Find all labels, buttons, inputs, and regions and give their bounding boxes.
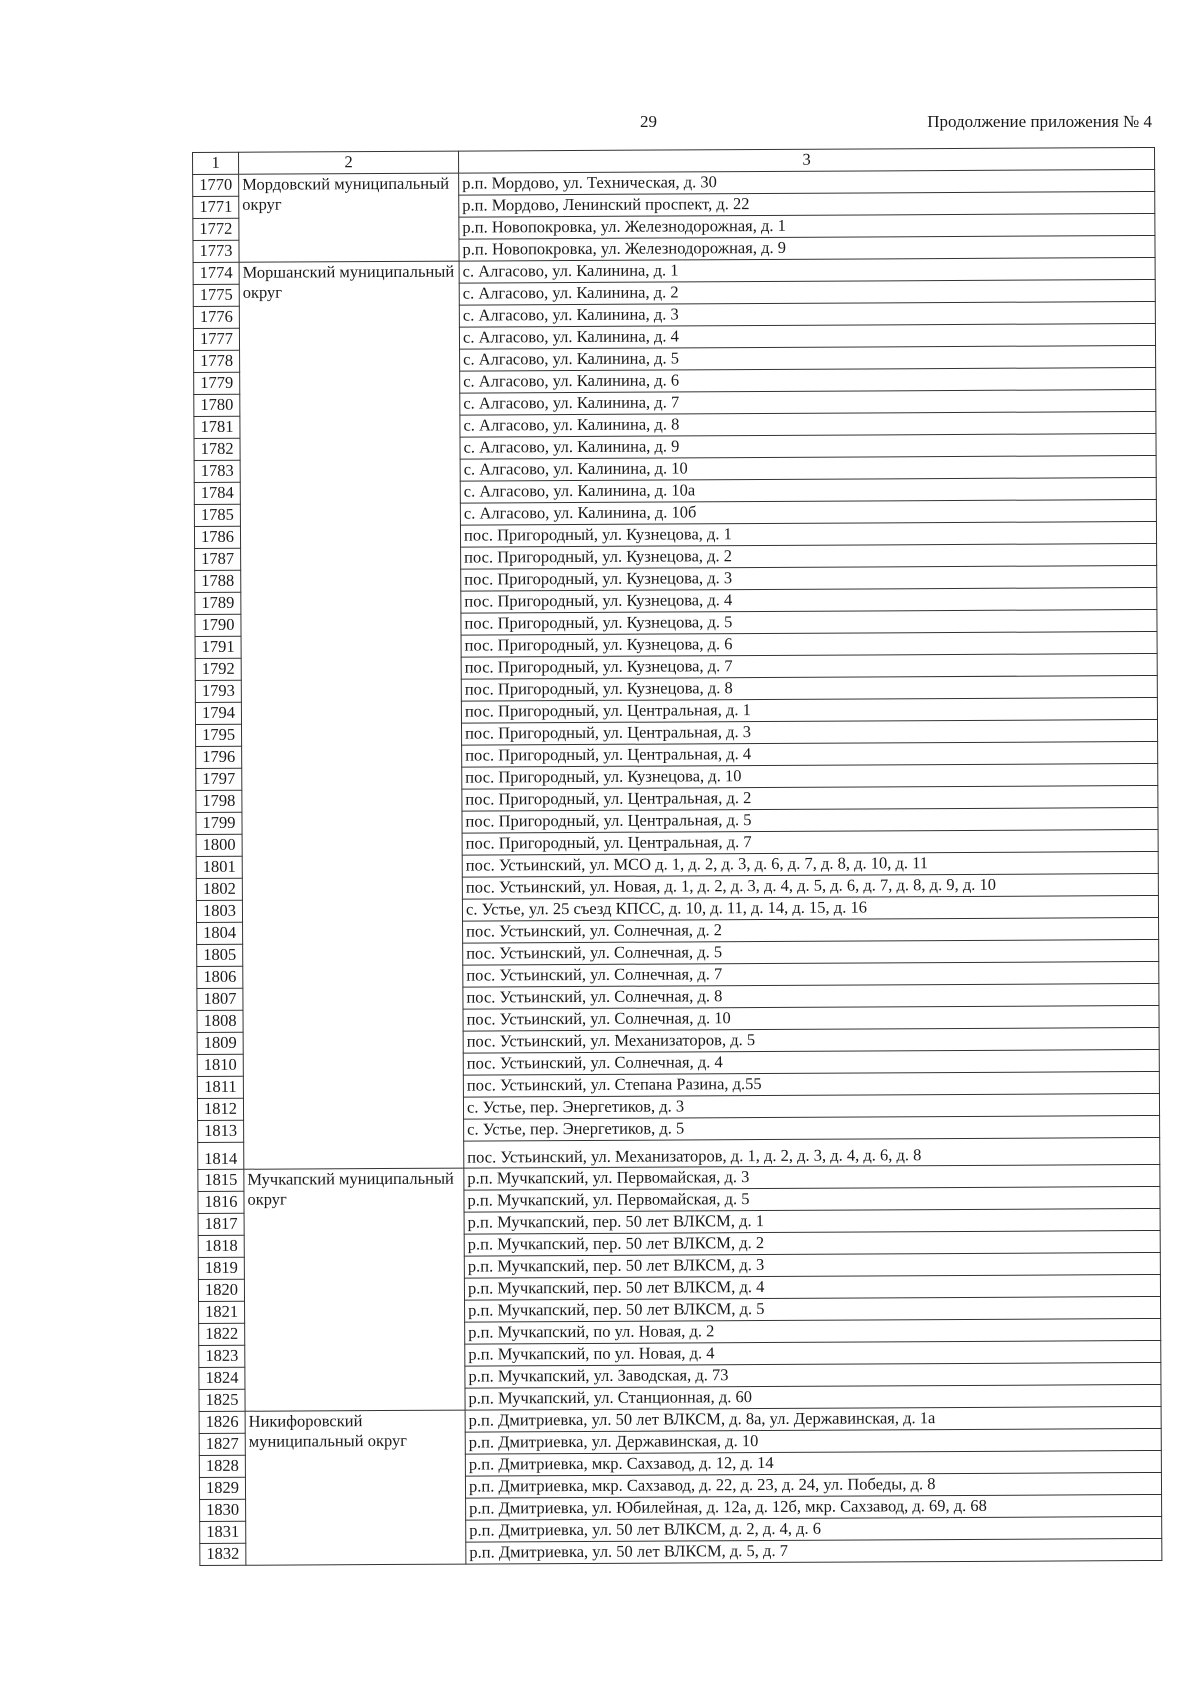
row-number: 1821 — [199, 1301, 245, 1323]
address-cell: пос. Устьинский, ул. Механизаторов, д. 1, д. 2, д. 3, д. 4, д. 6, д. 8 — [464, 1137, 1160, 1168]
row-number: 1800 — [196, 834, 242, 856]
row-number: 1818 — [198, 1235, 244, 1257]
address-cell: пос. Пригородный, ул. Центральная, д. 3 — [461, 719, 1157, 745]
address-cell: пос. Устьинский, ул. Солнечная, д. 5 — [463, 939, 1159, 965]
row-number: 1799 — [196, 812, 242, 834]
address-cell: р.п. Дмитриевка, ул. 50 лет ВЛКСМ, д. 8а, ул. Державинская, д. 1а — [465, 1406, 1161, 1432]
address-cell: пос. Устьинский, ул. МСО д. 1, д. 2, д. 3, д. 6, д. 7, д. 8, д. 10, д. 11 — [462, 851, 1158, 877]
address-cell: пос. Пригородный, ул. Кузнецова, д. 8 — [461, 675, 1157, 701]
row-number: 1808 — [197, 1010, 243, 1032]
address-cell: с. Алгасово, ул. Калинина, д. 3 — [459, 301, 1155, 327]
address-cell: пос. Устьинский, ул. Солнечная, д. 2 — [463, 917, 1159, 943]
row-number: 1827 — [199, 1433, 245, 1455]
address-cell: с. Устье, ул. 25 съезд КПСС, д. 10, д. 11, д. 14, д. 15, д. 16 — [462, 895, 1158, 921]
address-cell: р.п. Дмитриевка, ул. Юбилейная, д. 12а, д. 12б, мкр. Сахзавод, д. 69, д. 68 — [466, 1494, 1162, 1520]
district-cell: Мордовский муниципальный округ — [239, 173, 459, 262]
address-cell: с. Алгасово, ул. Калинина, д. 6 — [460, 367, 1156, 393]
row-number: 1825 — [199, 1389, 245, 1411]
row-number: 1784 — [194, 482, 240, 504]
row-number: 1794 — [195, 702, 241, 724]
address-cell: с. Устье, пер. Энергетиков, д. 5 — [464, 1115, 1160, 1141]
address-cell: р.п. Дмитриевка, ул. 50 лет ВЛКСМ, д. 2, д. 4, д. 6 — [466, 1516, 1162, 1542]
address-cell: р.п. Мучкапский, пер. 50 лет ВЛКСМ, д. 1 — [464, 1208, 1160, 1234]
address-cell: р.п. Дмитриевка, мкр. Сахзавод, д. 22, д. 23, д. 24, ул. Победы, д. 8 — [465, 1472, 1161, 1498]
address-cell: с. Алгасово, ул. Калинина, д. 4 — [459, 323, 1155, 349]
address-cell: р.п. Новопокровка, ул. Железнодорожная, д. 9 — [459, 235, 1155, 261]
column-header-number: 1 — [193, 152, 239, 174]
row-number: 1822 — [199, 1323, 245, 1345]
address-cell: р.п. Мучкапский, ул. Первомайская, д. 3 — [464, 1164, 1160, 1190]
row-number: 1773 — [193, 240, 239, 262]
row-number: 1776 — [193, 306, 239, 328]
row-number: 1771 — [193, 196, 239, 218]
address-cell: р.п. Мучкапский, по ул. Новая, д. 4 — [465, 1340, 1161, 1366]
address-cell: пос. Пригородный, ул. Кузнецова, д. 2 — [461, 543, 1157, 569]
row-number: 1824 — [199, 1367, 245, 1389]
address-cell: с. Устье, пер. Энергетиков, д. 3 — [463, 1093, 1159, 1119]
row-number: 1792 — [195, 658, 241, 680]
address-cell: р.п. Мучкапский, пер. 50 лет ВЛКСМ, д. 5 — [465, 1296, 1161, 1322]
row-number: 1793 — [195, 680, 241, 702]
address-cell: пос. Устьинский, ул. Степана Разина, д.55 — [463, 1071, 1159, 1097]
address-cell: пос. Пригородный, ул. Кузнецова, д. 7 — [461, 653, 1157, 679]
address-cell: пос. Пригородный, ул. Центральная, д. 5 — [462, 807, 1158, 833]
row-number: 1813 — [198, 1120, 244, 1142]
address-cell: пос. Пригородный, ул. Центральная, д. 1 — [461, 697, 1157, 723]
row-number: 1829 — [199, 1477, 245, 1499]
row-number: 1830 — [200, 1499, 246, 1521]
address-cell: пос. Устьинский, ул. Механизаторов, д. 5 — [463, 1027, 1159, 1053]
row-number: 1775 — [193, 284, 239, 306]
row-number: 1780 — [194, 394, 240, 416]
row-number: 1795 — [195, 724, 241, 746]
row-number: 1787 — [195, 548, 241, 570]
row-number: 1803 — [196, 900, 242, 922]
address-cell: р.п. Мучкапский, ул. Заводская, д. 73 — [465, 1362, 1161, 1388]
address-cell: р.п. Мучкапский, пер. 50 лет ВЛКСМ, д. 2 — [464, 1230, 1160, 1256]
address-cell: пос. Пригородный, ул. Кузнецова, д. 1 — [460, 521, 1156, 547]
row-number: 1798 — [196, 790, 242, 812]
address-cell: с. Алгасово, ул. Калинина, д. 10 — [460, 455, 1156, 481]
address-cell: пос. Пригородный, ул. Кузнецова, д. 3 — [461, 565, 1157, 591]
address-cell: пос. Пригородный, ул. Центральная, д. 4 — [462, 741, 1158, 767]
row-number: 1809 — [197, 1032, 243, 1054]
row-number: 1778 — [194, 350, 240, 372]
address-cell: с. Алгасово, ул. Калинина, д. 9 — [460, 433, 1156, 459]
row-number: 1789 — [195, 592, 241, 614]
row-number: 1823 — [199, 1345, 245, 1367]
address-cell: пос. Устьинский, ул. Солнечная, д. 10 — [463, 1005, 1159, 1031]
row-number: 1811 — [197, 1076, 243, 1098]
row-number: 1816 — [198, 1191, 244, 1213]
row-number: 1828 — [199, 1455, 245, 1477]
row-number: 1814 — [198, 1142, 244, 1169]
row-number: 1788 — [195, 570, 241, 592]
address-cell: пос. Устьинский, ул. Солнечная, д. 4 — [463, 1049, 1159, 1075]
address-cell: р.п. Мучкапский, пер. 50 лет ВЛКСМ, д. 4 — [464, 1274, 1160, 1300]
row-number: 1815 — [198, 1169, 244, 1191]
address-cell: с. Алгасово, ул. Калинина, д. 10б — [460, 499, 1156, 525]
row-number: 1832 — [200, 1543, 246, 1565]
row-number: 1774 — [193, 262, 239, 284]
address-cell: р.п. Дмитриевка, мкр. Сахзавод, д. 12, д. 14 — [465, 1450, 1161, 1476]
column-header-address: 3 — [458, 147, 1154, 173]
address-cell: пос. Пригородный, ул. Центральная, д. 7 — [462, 829, 1158, 855]
row-number: 1810 — [197, 1054, 243, 1076]
address-cell: с. Алгасово, ул. Калинина, д. 5 — [460, 345, 1156, 371]
address-cell: пос. Пригородный, ул. Центральная, д. 2 — [462, 785, 1158, 811]
address-cell: р.п. Дмитриевка, ул. 50 лет ВЛКСМ, д. 5, д. 7 — [466, 1538, 1162, 1564]
row-number: 1801 — [196, 856, 242, 878]
address-cell: р.п. Дмитриевка, ул. Державинская, д. 10 — [465, 1428, 1161, 1454]
address-cell: пос. Пригородный, ул. Кузнецова, д. 6 — [461, 631, 1157, 657]
row-number: 1781 — [194, 416, 240, 438]
district-cell: Мучкапский муниципальный округ — [244, 1168, 465, 1411]
row-number: 1785 — [194, 504, 240, 526]
address-cell: с. Алгасово, ул. Калинина, д. 7 — [460, 389, 1156, 415]
address-cell: р.п. Новопокровка, ул. Железнодорожная, д. 1 — [459, 213, 1155, 239]
address-cell: с. Алгасово, ул. Калинина, д. 10а — [460, 477, 1156, 503]
address-cell: р.п. Мучкапский, ул. Станционная, д. 60 — [465, 1384, 1161, 1410]
address-cell: с. Алгасово, ул. Калинина, д. 1 — [459, 257, 1155, 283]
address-cell: пос. Устьинский, ул. Солнечная, д. 8 — [463, 983, 1159, 1009]
row-number: 1804 — [197, 922, 243, 944]
address-cell: пос. Устьинский, ул. Новая, д. 1, д. 2, д. 3, д. 4, д. 5, д. 6, д. 7, д. 8, д. 9, д. 10 — [462, 873, 1158, 899]
page-number: 29 — [640, 112, 657, 131]
row-number: 1791 — [195, 636, 241, 658]
row-number: 1805 — [197, 944, 243, 966]
address-cell: пос. Пригородный, ул. Кузнецова, д. 4 — [461, 587, 1157, 613]
column-header-district: 2 — [239, 151, 459, 174]
row-number: 1806 — [197, 966, 243, 988]
address-cell: р.п. Мучкапский, по ул. Новая, д. 2 — [465, 1318, 1161, 1344]
address-cell: р.п. Мордово, Ленинский проспект, д. 22 — [459, 191, 1155, 217]
row-number: 1782 — [194, 438, 240, 460]
row-number: 1812 — [197, 1098, 243, 1120]
row-number: 1783 — [194, 460, 240, 482]
row-number: 1777 — [193, 328, 239, 350]
row-number: 1770 — [193, 174, 239, 196]
address-cell: р.п. Мучкапский, ул. Первомайская, д. 5 — [464, 1186, 1160, 1212]
row-number: 1831 — [200, 1521, 246, 1543]
row-number: 1826 — [199, 1411, 245, 1433]
row-number: 1819 — [198, 1257, 244, 1279]
row-number: 1807 — [197, 988, 243, 1010]
row-number: 1802 — [196, 878, 242, 900]
row-number: 1790 — [195, 614, 241, 636]
row-number: 1786 — [194, 526, 240, 548]
address-cell: с. Алгасово, ул. Калинина, д. 8 — [460, 411, 1156, 437]
district-cell: Моршанский муниципальный округ — [239, 261, 464, 1169]
row-number: 1779 — [194, 372, 240, 394]
row-number: 1820 — [198, 1279, 244, 1301]
address-cell: р.п. Мучкапский, пер. 50 лет ВЛКСМ, д. 3 — [464, 1252, 1160, 1278]
row-number: 1772 — [193, 218, 239, 240]
address-cell: пос. Пригородный, ул. Кузнецова, д. 5 — [461, 609, 1157, 635]
district-cell: Никифоровский муниципальный округ — [245, 1410, 466, 1565]
row-number: 1796 — [196, 746, 242, 768]
address-cell: с. Алгасово, ул. Калинина, д. 2 — [459, 279, 1155, 305]
address-cell: пос. Устьинский, ул. Солнечная, д. 7 — [463, 961, 1159, 987]
address-cell: р.п. Мордово, ул. Техническая, д. 30 — [459, 169, 1155, 195]
continuation-note: Продолжение приложения № 4 — [927, 112, 1152, 131]
address-table — [192, 147, 1162, 1566]
row-number: 1797 — [196, 768, 242, 790]
table-body — [193, 169, 1162, 1565]
row-number: 1817 — [198, 1213, 244, 1235]
address-cell: пос. Пригородный, ул. Кузнецова, д. 10 — [462, 763, 1158, 789]
